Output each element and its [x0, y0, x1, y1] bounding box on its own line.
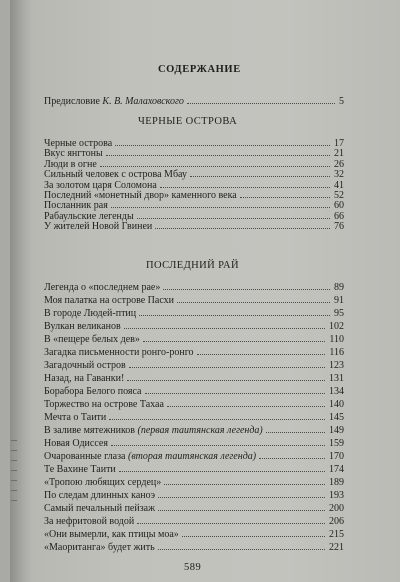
leader-dots: [109, 419, 325, 420]
page-number: 102: [329, 321, 344, 332]
toc-entry-title: Последний «монетный двор» каменного века: [44, 190, 237, 201]
leader-dots: [145, 393, 326, 394]
leader-dots: [187, 103, 335, 104]
toc-entry-title: Самый печальный пейзаж: [44, 503, 156, 514]
toc-entry-title: «Маоританга» будет жить: [44, 542, 155, 553]
leader-dots: [100, 166, 330, 167]
toc-entry-note: (первая таитянская легенда): [137, 425, 263, 436]
page-number: 159: [329, 438, 344, 449]
toc-entry-title: Вулкан великанов: [44, 321, 121, 332]
toc-entry-title: Борабора Белого пояса: [44, 386, 142, 397]
toc-entry-title: Мечта о Таити: [44, 412, 107, 423]
toc-entry-title: У жителей Новой Гвинеи: [44, 221, 153, 233]
toc-entry-title: Загадочный остров: [44, 360, 126, 371]
toc-entry-title: Те Вахине Таити: [44, 464, 116, 475]
preface-text: Предисловие К. В. Малаховского: [44, 96, 184, 107]
leader-dots: [158, 510, 325, 511]
page-number: 131: [329, 373, 344, 384]
page-edge-marks: [11, 440, 21, 510]
page-number: 91: [334, 295, 344, 306]
leader-dots: [155, 228, 330, 229]
toc-entry-title: Черные острова: [44, 138, 113, 149]
page-number: 41: [334, 179, 344, 191]
page-number: 66: [334, 210, 344, 222]
leader-dots: [197, 354, 326, 355]
page-number: 193: [329, 490, 344, 501]
leader-dots: [158, 497, 325, 498]
toc-entry-title: В «пещере белых дев»: [44, 334, 140, 345]
section-heading: ЧЕРНЫЕ ОСТРОВА: [138, 116, 238, 127]
leader-dots: [167, 406, 325, 407]
leader-dots: [124, 328, 325, 329]
toc-entry-title: Сильный человек с острова Мбау: [44, 169, 187, 181]
leader-dots: [139, 315, 330, 316]
section-heading: ПОСЛЕДНИЙ РАЙ: [146, 260, 239, 271]
toc-entry-title: Загадка письменности ронго-ронго: [44, 347, 194, 358]
leader-dots: [137, 523, 325, 524]
page-number: 110: [329, 334, 344, 345]
page-number: 149: [329, 425, 344, 436]
page-number: 145: [329, 412, 344, 423]
toc-entry-title: За золотом царя Соломона: [44, 179, 157, 191]
toc-entry-title: В заливе мятежников (первая таитянская легенда): [44, 425, 263, 436]
page-number: 60: [334, 200, 344, 212]
toc-entry-title: Рабаульские легенды: [44, 210, 134, 222]
toc-entry-title: «Они вымерли, как птицы моа»: [44, 529, 179, 540]
page-number: 206: [329, 516, 344, 527]
leader-dots: [190, 176, 330, 177]
leader-dots: [160, 187, 330, 188]
page-number: 32: [334, 169, 344, 181]
leader-dots: [182, 536, 325, 537]
leader-dots: [143, 341, 325, 342]
toc-entry-title: Моя палатка на острове Пасхи: [44, 295, 175, 306]
leader-dots: [115, 145, 330, 146]
toc-entry-title: Новая Одиссея: [44, 438, 108, 449]
leader-dots: [240, 197, 330, 198]
page-number: 200: [329, 503, 344, 514]
toc-entry-title: Торжество на острове Тахаа: [44, 399, 164, 410]
toc-entry-title: Вкус янгтоны: [44, 148, 103, 160]
leader-dots: [266, 432, 325, 433]
leader-dots: [129, 367, 325, 368]
leader-dots: [127, 380, 325, 381]
page-number: 95: [334, 308, 344, 319]
toc-entry-title: По следам длинных каноэ: [44, 490, 156, 501]
leader-dots: [111, 207, 330, 208]
toc-entry-note: (вторая таитянская легенда): [128, 451, 257, 462]
page-number: 140: [329, 399, 344, 410]
page-number: 123: [329, 360, 344, 371]
leader-dots: [259, 458, 325, 459]
page-number-footer: 589: [184, 562, 202, 573]
toc-entry-title: За нефритовой водой: [44, 516, 135, 527]
page-number: 116: [329, 347, 344, 358]
toc-entry-title: В городе Людей-птиц: [44, 308, 137, 319]
page-number: 170: [329, 451, 344, 462]
toc-entry-title: Посланник рая: [44, 200, 108, 212]
toc-entry-title: Легенда о «последнем рае»: [44, 282, 161, 293]
page-number: 89: [334, 282, 344, 293]
book-page: [10, 0, 400, 582]
leader-dots: [164, 484, 325, 485]
page-number: 17: [334, 138, 344, 149]
leader-dots: [111, 445, 325, 446]
page-number: 52: [334, 190, 344, 201]
contents-title: СОДЕРЖАНИЕ: [158, 64, 241, 75]
leader-dots: [177, 302, 330, 303]
page-number: 26: [334, 158, 344, 170]
leader-dots: [158, 549, 325, 550]
page-number: 174: [329, 464, 344, 475]
leader-dots: [119, 471, 325, 472]
toc-entry-title: «Тропою любящих сердец»: [44, 477, 162, 488]
page-number: 76: [334, 221, 344, 233]
page-number: 134: [329, 386, 344, 397]
toc-entry-title: Очарованные глаза (вторая таитянская легенда): [44, 451, 257, 462]
leader-dots: [163, 289, 330, 290]
leader-dots: [137, 218, 330, 219]
page-number: 189: [329, 477, 344, 488]
page-number: 21: [334, 148, 344, 160]
toc-entry-title: Люди в огне: [44, 158, 97, 170]
toc-entry-title: Назад, на Гаванки!: [44, 373, 125, 384]
page-number: 215: [329, 529, 344, 540]
page-number: 221: [329, 542, 344, 553]
leader-dots: [106, 155, 330, 156]
page-number: 5: [339, 96, 344, 107]
